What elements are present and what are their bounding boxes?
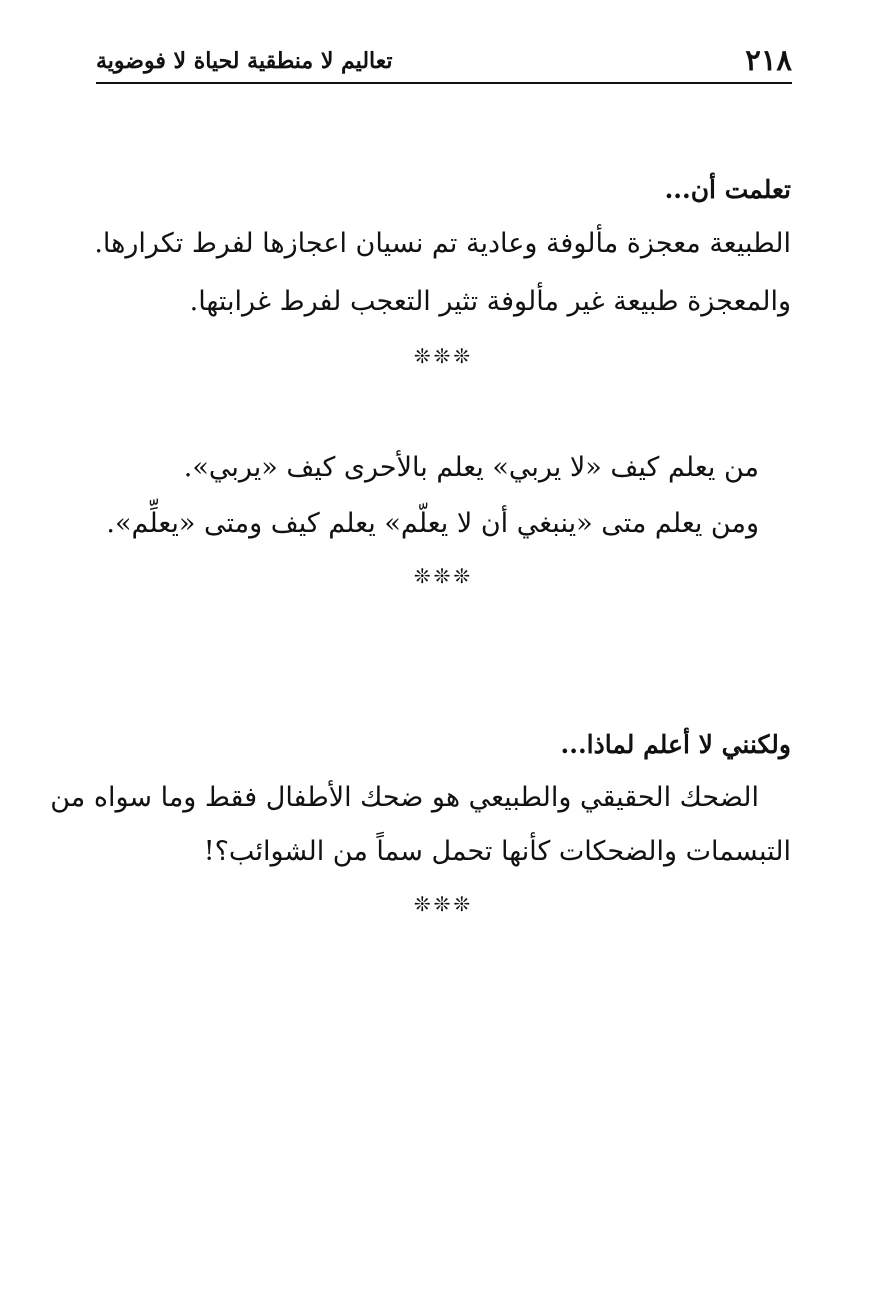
paragraph-line: الضحك الحقيقي والطبيعي هو ضحك الأطفال فقط وما سواه من <box>50 782 759 813</box>
page-number: ٢١٨ <box>745 43 792 77</box>
paragraph-line: الطبيعة معجزة مألوفة وعادية تم نسيان اعجازها لفرط تكرارها. <box>94 228 791 259</box>
section-separator: ❊❊❊ <box>413 564 474 588</box>
paragraph-line: والمعجزة طبيعة غير مألوفة تثير التعجب لفرط غرابتها. <box>189 286 791 317</box>
section-separator: ❊❊❊ <box>413 344 474 368</box>
paragraph-line: التبسمات والضحكات كأنها تحمل سماً من الشوائب؟! <box>203 836 791 867</box>
section-separator: ❊❊❊ <box>413 892 474 916</box>
paragraph-line: من يعلم كيف «لا يربي» يعلم بالأحرى كيف «يربي». <box>183 452 759 483</box>
paragraph-line: ومن يعلم متى «ينبغي أن لا يعلّم» يعلم كيف ومتى «يعلِّم». <box>106 508 759 539</box>
page-header <box>96 38 792 84</box>
section-heading-1: تعلمت أن... <box>664 175 791 204</box>
section-heading-3: ولكنني لا أعلم لماذا... <box>560 730 791 759</box>
running-title: تعاليم لا منطقية لحياة لا فوضوية <box>96 48 393 74</box>
